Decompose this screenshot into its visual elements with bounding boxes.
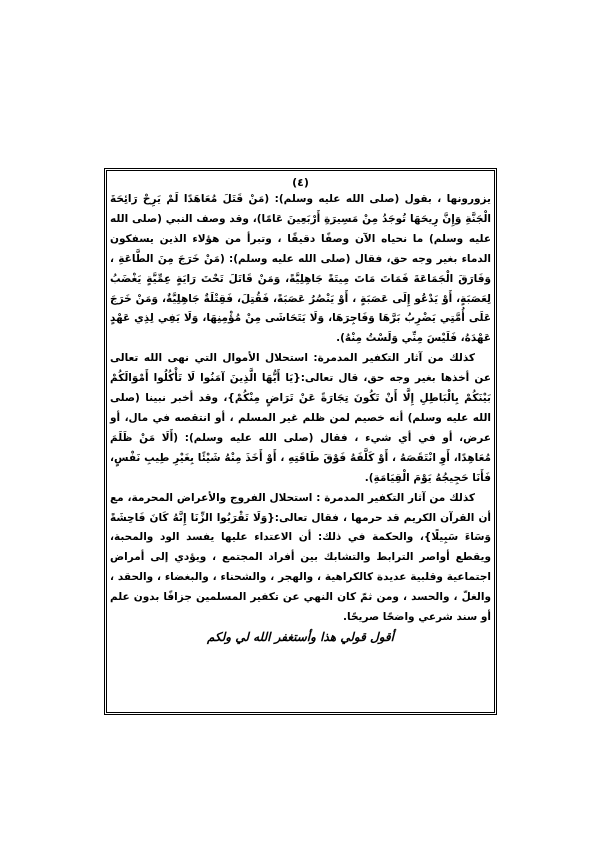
page-number: (٤) <box>292 176 309 189</box>
paragraph-honor: كذلك من آثار التكفير المدمرة : استحلال الفروج والأعراض المحرمة، مع أن القرآن الكريم قد حرمها ، فقال تعالى:{وَلَا تَقْرَبُوا الزِّنَا إِنَّهُ كَانَ فَاحِشَةً وَسَاءَ سَبِيلًا}، والحكمة في ذلك: أن الاعتداء عليها يفسد الود والمحبة، ويقطع أواصر الترابط والتشابك بين أفراد المجتمع ، ويؤدي إلى أمراض اجتماعية وقلبية عديدة كالكراهية ، والهجر ، والشحناء ، والبغضاء ، والحقد ، والغلّ ، والحسد ، ومن ثمّ كان النهي عن تكفير المسلمين جزافًا بدون علم أو سند شرعي واضحًا صريحًا. <box>110 491 491 624</box>
paragraph-hadith-covenant: يزورونها ، بقول (صلى الله عليه وسلم): (مَنْ قَتَلَ مُعَاهَدًا لَمْ يَرِحْ رَائِحَةَ الْجَنَّةِ وَإِنَّ رِيحَهَا تُوجَدُ مِنْ مَسِيرَةِ أَرْبَعِينَ عَامًا)، وقد وصف النبي (صلى الله عليه وسلم) ما نحياه الآن وصفًا دقيقًا ، وتبرأ من هؤلاء الذين يسفكون الدماء بغير وجه حق، فقال (صلى الله عليه وسلم): (مَنْ خَرَجَ مِنَ الطَّاعَةِ ، وَفَارَقَ الْجَمَاعَةَ فَمَاتَ مَاتَ مِيتَةً جَاهِلِيَّةً، وَمَنْ قَاتَلَ تَحْتَ رَايَةٍ عِمِّيَّةٍ يَغْضَبُ لِعَصَبَةٍ، أَوْ يَدْعُو إِلَى عَصَبَةٍ ، أَوْ يَنْصُرُ عَصَبَةً، فَقُتِلَ، فَقِتْلَةٌ جَاهِلِيَّةٌ، وَمَنْ خَرَجَ عَلَى أُمَّتِي يَضْرِبُ بَرَّهَا وَفَاجِرَهَا، وَلَا يَتَحَاشَى مِنْ مُؤْمِنِهَا، وَلَا يَفِي لِذِي عَهْدٍ عَهْدَهُ، فَلَيْسَ مِنِّي وَلَسْتُ مِنْهُ). <box>110 193 491 345</box>
paragraph-property: كذلك من آثار التكفير المدمرة: استحلال الأموال التي نهى الله تعالى عن أخذها بغير وجه حق، قال تعالى:{يَا أَيُّهَا الَّذِينَ آمَنُوا لَا تَأْكُلُوا أَمْوَالَكُمْ بَيْنَكُمْ بِالْبَاطِلِ إِلَّا أَنْ تَكُونَ تِجَارَةً عَنْ تَرَاضٍ مِنْكُمْ}، وقد أخبر نبينا (صلى الله عليه وسلم) أنه خصيم لمن ظلم غير المسلم ، أو انتقصه في مال، أو عرض، أو في أي شيء ، فقال (صلى الله عليه وسلم): (أَلَا مَنْ ظَلَمَ مُعَاهِدًا، أَوِ انْتَقَصَهُ ، أَوْ كَلَّفَهُ فَوْقَ طَاقَتِهِ ، أَوْ أَخَذَ مِنْهُ شَيْئًا بِغَيْرِ طِيبِ نَفْسٍ، فَأَنَا حَجِيجُهُ يَوْمَ الْقِيَامَةِ). <box>110 352 491 484</box>
page-content <box>110 176 491 711</box>
body-text <box>110 190 491 646</box>
closing-line: أقول قولي هذا وأستغفر الله لي ولكم <box>206 629 394 644</box>
